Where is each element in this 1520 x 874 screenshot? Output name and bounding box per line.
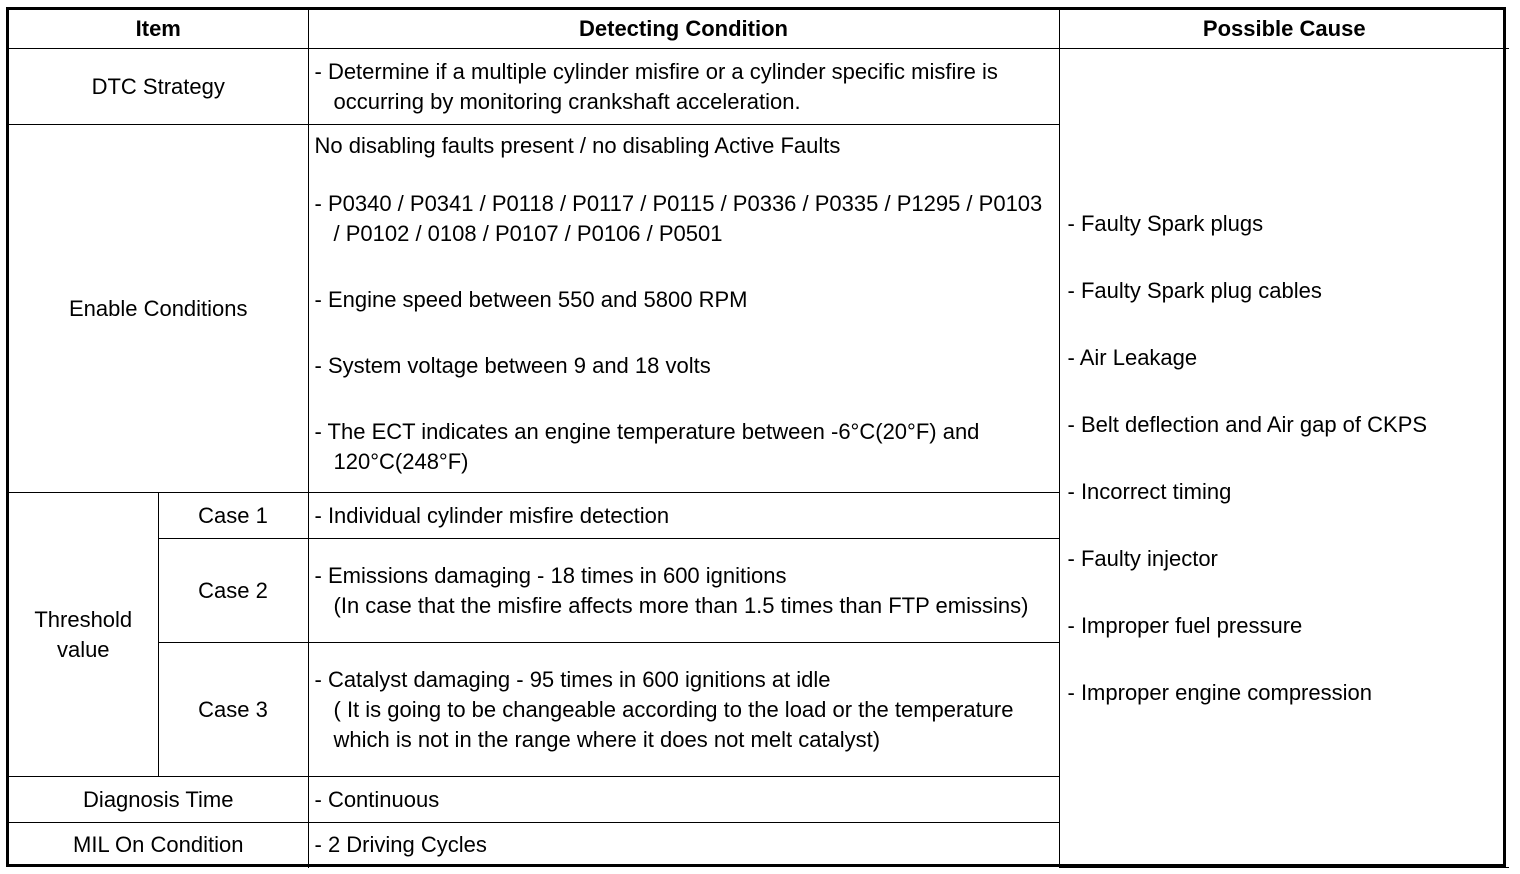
row-dtc-strategy — [9, 49, 1509, 125]
possible-cause-cell — [1059, 49, 1509, 868]
header-item: Item — [9, 10, 308, 49]
enable-conditions-label: Enable Conditions — [9, 125, 308, 493]
case1-condition — [308, 493, 1059, 539]
case1-text: - Individual cylinder misfire detection — [314, 502, 670, 528]
cause-item: - Incorrect timing — [1067, 478, 1232, 504]
case1-label: Case 1 — [158, 493, 308, 539]
cause-item: - Faulty Spark plugs — [1067, 210, 1264, 236]
threshold-value-label: Threshold value — [9, 493, 158, 777]
case2-line1: - Emissions damaging - 18 times in 600 ignitions — [314, 562, 787, 588]
case2-condition — [308, 539, 1059, 643]
enable-condition-ect: - The ECT indicates an engine temperature between -6°C(20°F) and 120°C(248°F) — [314, 419, 980, 474]
cause-item: - Improper engine compression — [1067, 679, 1372, 705]
case3-line2: ( It is going to be changeable according to the load or the temperature which is not in the range where it does not melt catalyst) — [333, 696, 1014, 752]
cause-item: - Faulty injector — [1067, 545, 1218, 571]
cause-item: - Improper fuel pressure — [1067, 612, 1303, 638]
mil-on-condition-value — [308, 823, 1059, 868]
diagnosis-time-label: Diagnosis Time — [9, 777, 308, 823]
enable-condition-voltage: - System voltage between 9 and 18 volts — [314, 353, 711, 378]
case2-line2: (In case that the misfire affects more than 1.5 times than FTP emissins) — [333, 592, 1029, 618]
diagnosis-time-condition — [308, 777, 1059, 823]
cause-item: - Air Leakage — [1067, 344, 1198, 370]
dtc-strategy-text: - Determine if a multiple cylinder misfire or a cylinder specific misfire is occurring by monitoring crankshaft acceleration. — [314, 58, 998, 114]
case3-label: Case 3 — [158, 643, 308, 777]
cause-item: - Belt deflection and Air gap of CKPS — [1067, 411, 1428, 437]
case3-line1: - Catalyst damaging - 95 times in 600 ignitions at idle — [314, 666, 831, 692]
dtc-strategy-condition — [308, 49, 1059, 125]
case2-label: Case 2 — [158, 539, 308, 643]
possible-cause-list — [1066, 209, 1504, 708]
enable-condition-dtc-list: - P0340 / P0341 / P0118 / P0117 / P0115 / P0336 / P0335 / P1295 / P0103 / P0102 / 0108 / P0107 / P0106 / P0501 — [314, 191, 1043, 246]
mil-on-condition-text: - 2 Driving Cycles — [314, 832, 487, 858]
case3-condition — [308, 643, 1059, 777]
header-possible-cause: Possible Cause — [1059, 10, 1509, 49]
header-row — [9, 10, 1509, 49]
diagnosis-time-text: - Continuous — [314, 786, 440, 812]
enable-conditions-cell — [308, 125, 1059, 493]
diagnostic-table — [9, 10, 1509, 868]
enable-intro: No disabling faults present / no disabling Active Faults — [314, 133, 841, 158]
mil-on-condition-label: MIL On Condition — [9, 823, 308, 868]
cause-item: - Faulty Spark plug cables — [1067, 277, 1322, 303]
diagnostic-table-frame — [6, 7, 1506, 867]
dtc-strategy-label: DTC Strategy — [9, 49, 308, 125]
enable-condition-engine-speed: - Engine speed between 550 and 5800 RPM — [314, 287, 748, 312]
header-detecting-condition: Detecting Condition — [308, 10, 1059, 49]
